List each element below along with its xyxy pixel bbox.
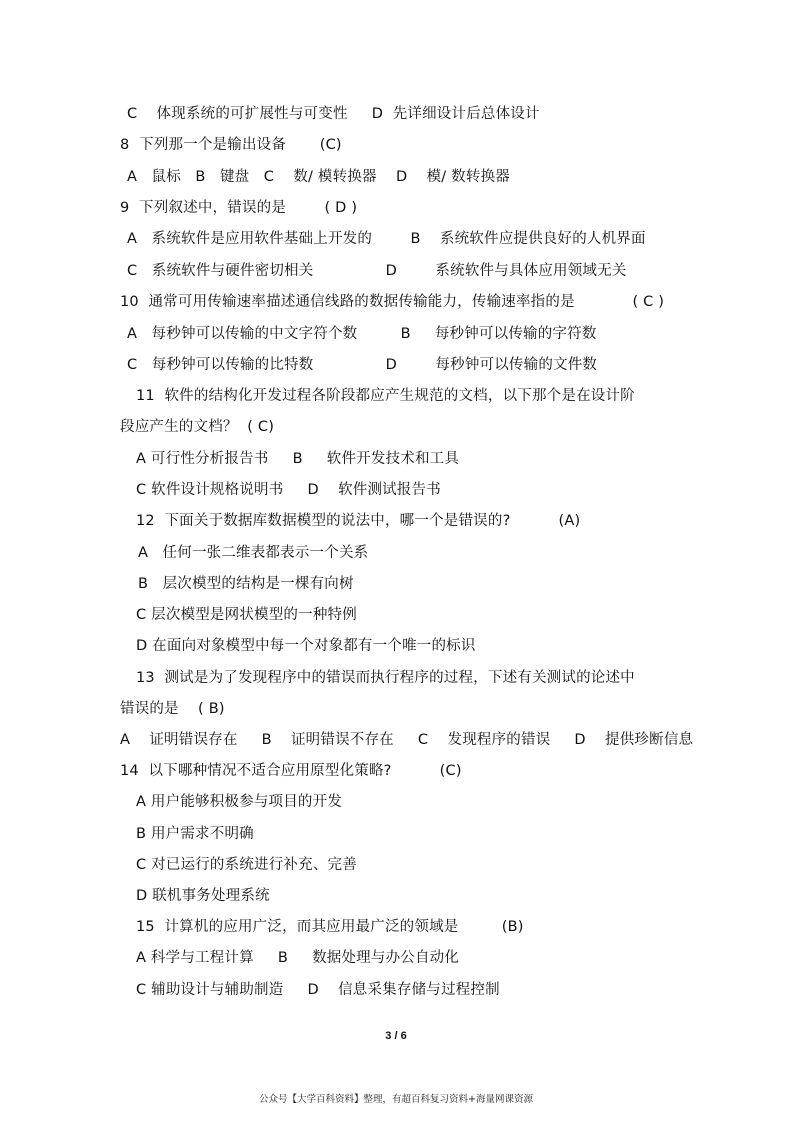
text-line: D 联机事务处理系统 — [136, 888, 270, 904]
text-line: C 系统软件与硬件密切相关 D 系统软件与具体应用领域无关 — [127, 263, 627, 279]
question-10: 10 通常可用传输速率描述通信线路的数据传输能力，传输速率指的是 ( C ) — [120, 294, 665, 310]
text-line: C 层次模型是网状模型的一种特例 — [136, 607, 357, 623]
text-line: D 在面向对象模型中每一个对象都有一个唯一的标识 — [136, 638, 476, 654]
text-line: C 辅助设计与辅助制造 D 信息采集存储与过程控制 — [136, 982, 500, 998]
text-line: C 对已运行的系统进行补充、完善 — [136, 857, 357, 873]
text-line: B 层次模型的结构是一棵有向树 — [138, 576, 354, 592]
question-14: 14 以下哪种情况不适合应用原型化策略? (C) — [120, 763, 462, 779]
text-line: C 软件设计规格说明书 D 软件测试报告书 — [136, 482, 441, 498]
question-15: 15 计算机的应用广泛，而其应用最广泛的领域是 (B) — [136, 919, 524, 935]
text-line: A 用户能够积极参与项目的开发 — [136, 794, 343, 810]
text-line: A 系统软件是应用软件基础上开发的 B 系统软件应提供良好的人机界面 — [127, 231, 646, 247]
question-11: 11 软件的结构化开发过程各阶段都应产生规范的文档，以下那个是在设计阶 — [136, 388, 635, 404]
text-line: A 每秒钟可以传输的中文字符个数 B 每秒钟可以传输的字符数 — [127, 326, 597, 342]
question-12: 12 下面关于数据库数据模型的说法中，哪一个是错误的? (A) — [136, 513, 581, 529]
text-line: 段应产生的文档？ ( C) — [120, 419, 275, 435]
text-line: C 体现系统的可扩展性与可变性 D 先详细设计后总体设计 — [127, 106, 540, 122]
text-line: A 任何一张二维表都表示一个关系 — [138, 545, 369, 561]
text-line: A 可行性分析报告书 B 软件开发技术和工具 — [136, 451, 460, 467]
text-line: A 科学与工程计算 B 数据处理与办公自动化 — [136, 950, 460, 966]
text-line: C 每秒钟可以传输的比特数 D 每秒钟可以传输的文件数 — [127, 357, 598, 373]
page-number: 3 / 6 — [385, 1030, 407, 1042]
question-13: 13 测试是为了发现程序中的错误而执行程序的过程，下述有关测试的论述中 — [136, 670, 635, 686]
text-line: 错误的是 ( B) — [120, 701, 225, 717]
footer-note: 公众号【大学百科资料】整理，有超百科复习资料+海量网课资源 — [259, 1094, 533, 1105]
text-line: A 鼠标 B 键盘 C 数/ 模转换器 D 模/ 数转换器 — [127, 169, 510, 185]
text-line: A 证明错误存在 B 证明错误不存在 C 发现程序的错误 D 提供珍断信息 — [120, 732, 694, 748]
question-8: 8 下列那一个是输出设备 (C) — [120, 137, 342, 153]
question-9: 9 下列叙述中，错误的是 ( D ) — [120, 200, 358, 216]
text-line: B 用户需求不明确 — [136, 826, 254, 842]
